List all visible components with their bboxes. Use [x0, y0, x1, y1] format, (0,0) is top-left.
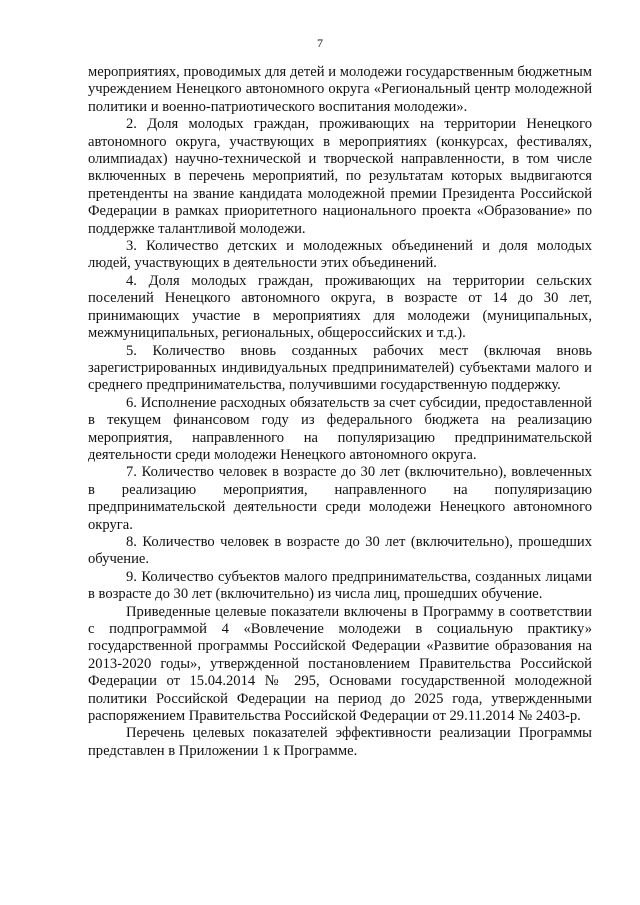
paragraph-indicator-8: 8. Количество человек в возрасте до 30 лет (включительно), прошедших обучение. [88, 533, 592, 568]
paragraph-continuation: мероприятиях, проводимых для детей и молодежи государственным бюджетным учреждением Ненецкого автономного округа «Региональный центр молодежной политики и военно-патриотического воспитания молодежи». [88, 64, 592, 115]
paragraph-indicator-7: 7. Количество человек в возрасте до 30 лет (включительно), вовлеченных в реализацию мероприятия, направленного на популяризацию предпринимательской деятельности среди молодежи Ненецкого автономного округа. [88, 464, 592, 533]
paragraph-indicator-5: 5. Количество вновь созданных рабочих мест (включая вновь зарегистрированных индивидуальных предпринимателей) субъектами малого и среднего предпринимательства, получившими государственную поддержку. [88, 342, 592, 394]
paragraph-program-basis: Приведенные целевые показатели включены в Программу в соответствии с подпрограммой 4 «Вовлечение молодежи в социальную практику» государственной программы Российской Федерации «Развитие образования на 2013-2020 годы», утвержденной постановлением Правительства Российской Федерации от 15.04.2014 № 295, Основами государственной молодежной политики Российской Федерации на период до 2025 года, утвержденными распоряжением Правительства Российской Федерации от 29.11.2014 № 2403-р. [88, 603, 592, 725]
paragraph-appendix-reference: Перечень целевых показателей эффективности реализации Программы представлен в Приложении 1 к Программе. [88, 725, 592, 759]
page-number: 7 [317, 36, 323, 50]
paragraph-indicator-6: 6. Исполнение расходных обязательств за счет субсидии, предоставленной в текущем финансовом году из федерального бюджета на реализацию мероприятия, направленного на популяризацию предпринимательской деятельности среди молодежи Ненецкого автономного округа. [88, 394, 592, 463]
paragraph-indicator-3: 3. Количество детских и молодежных объединений и доля молодых людей, участвующих в деятельности этих объединений. [88, 238, 592, 272]
paragraph-indicator-2: 2. Доля молодых граждан, проживающих на территории Ненецкого автономного округа, участвующих в мероприятиях (конкурсах, фестивалях, олимпиадах) научно-технической и творческой направленности, в том числе включенных в перечень мероприятий, по результатам которых выдвигаются претенденты на звание кандидата молодежной премии Президента Российской Федерации в рамках приоритетного национального проекта «Образование» по поддержке талантливой молодежи. [88, 116, 592, 237]
document-body [88, 64, 592, 760]
paragraph-indicator-9: 9. Количество субъектов малого предпринимательства, созданных лицами в возрасте до 30 лет (включительно) из числа лиц, прошедших обучение. [88, 568, 592, 603]
paragraph-indicator-4: 4. Доля молодых граждан, проживающих на территории сельских поселений Ненецкого автономного округа, в возрасте от 14 до 30 лет, принимающих участие в мероприятиях для молодежи (муниципальных, межмуниципальных, региональных, общероссийских и т.д.). [88, 272, 592, 342]
